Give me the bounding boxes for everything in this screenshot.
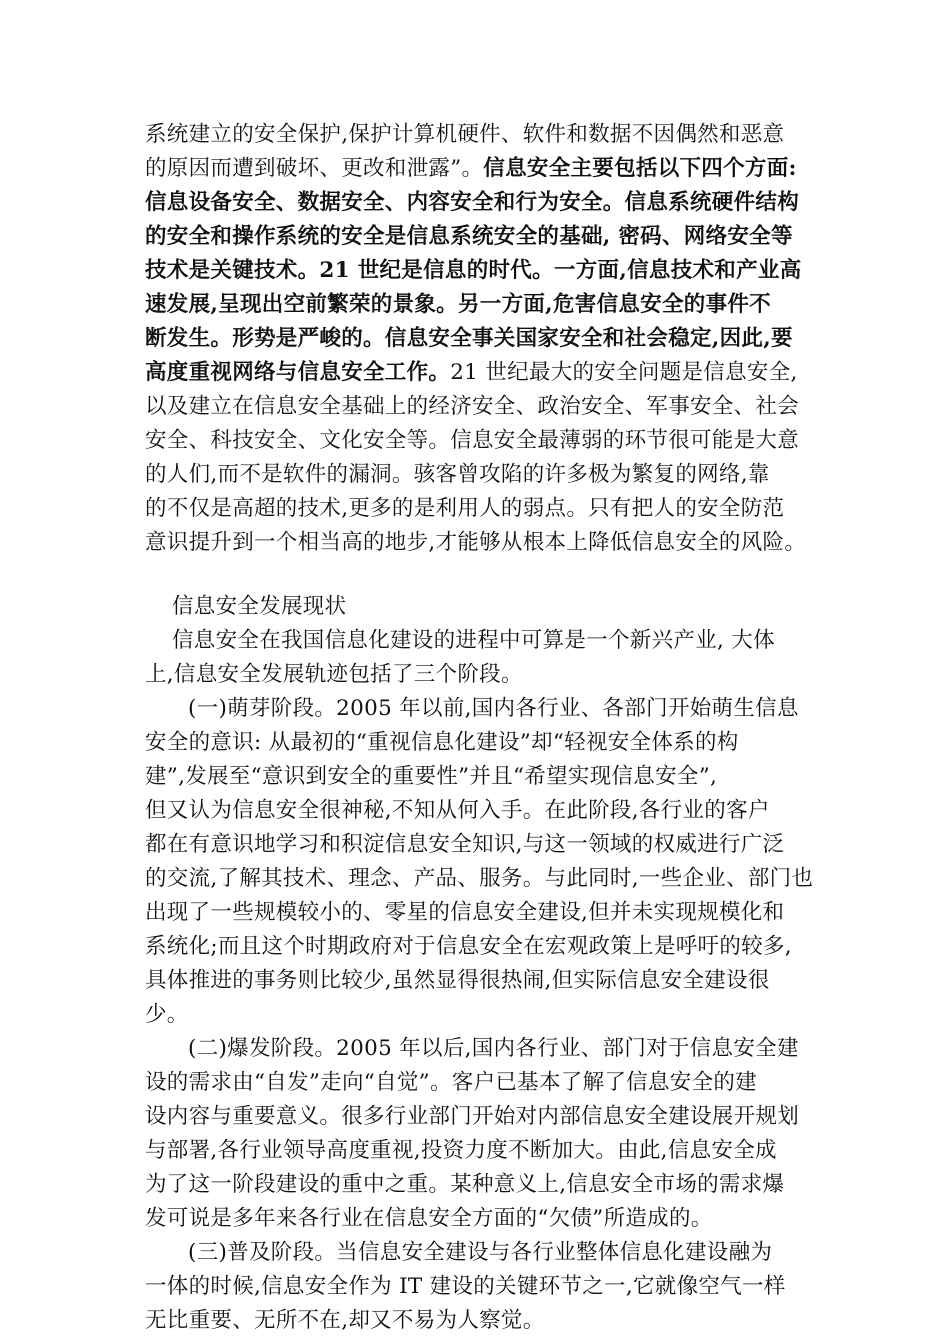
text-line: 设的需求由“自发”走向“自觉”。客户已基本了解了信息安全的建 — [145, 1070, 757, 1095]
text-line: 上,信息安全发展轨迹包括了三个阶段。 — [145, 662, 523, 687]
text-line: 的交流,了解其技术、理念、产品、服务。与此同时,一些企业、部门也 — [145, 866, 814, 891]
text-line: 的不仅是高超的技术,更多的是利用人的弱点。只有把人的安全防范 — [145, 496, 785, 521]
text-line: 以及建立在信息安全基础上的经济安全、政治安全、军事安全、社会 — [145, 394, 800, 419]
text-line: 出现了一些规模较小的、零星的信息安全建设,但并未实现规模化和 — [145, 900, 785, 925]
bold-text-span: 高度重视网络与信息安全工作。 — [145, 360, 451, 385]
bold-text-line: 速发展,呈现出空前繁荣的景象。另一方面,危害信息安全的事件不 — [145, 292, 771, 317]
text-line: 安全、科技安全、文化安全等。信息安全最薄弱的环节很可能是大意 — [145, 428, 800, 453]
paragraph-stage-three — [145, 1236, 810, 1338]
text-line: 发可说是多年来各行业在信息安全方面的“欠债”所造成的。 — [145, 1206, 713, 1231]
bold-text-span: 信息安全主要包括以下四个方面: — [483, 156, 797, 181]
text-line: 都在有意识地学习和积淀信息安全知识,与这一领域的权威进行广泛 — [145, 832, 785, 857]
text-line: 建”,发展至“意识到安全的重要性”并且“希望实现信息安全”, — [145, 764, 718, 789]
text-line: 设内容与重要意义。很多行业部门开始对内部信息安全建设展开规划 — [145, 1104, 800, 1129]
paragraph-stage-two — [145, 1032, 810, 1236]
text-span: 21 世纪最大的安全问题是信息安全, — [450, 360, 798, 385]
text-line — [145, 152, 810, 186]
text-line: 安全的意识: 从最初的“重视信息化建设”却“轻视安全体系的构 — [145, 730, 739, 755]
text-line: 具体推进的事务则比较少,虽然显得很热闹,但实际信息安全建设很 — [145, 968, 770, 993]
bold-text-line: 断发生。形势是严峻的。信息安全事关国家安全和社会稳定,因此,要 — [145, 326, 793, 351]
text-line: 系统建立的安全保护,保护计算机硬件、软件和数据不因偶然和恶意 — [145, 122, 785, 147]
text-line: 意识提升到一个相当高的地步,才能够从根本上降低信息安全的风险。 — [145, 530, 807, 555]
text-line: 少。 — [145, 1002, 189, 1027]
bold-text-line: 信息设备安全、数据安全、内容安全和行为安全。信息系统硬件结构 — [145, 190, 800, 215]
paragraph-stage-one — [145, 692, 814, 1032]
section-heading: 信息安全发展现状 — [172, 594, 347, 619]
bold-text-line: 的安全和操作系统的安全是信息系统安全的基础, 密码、网络安全等 — [145, 224, 793, 249]
text-line: (三)普及阶段。当信息安全建设与各行业整体信息化建设融为 — [188, 1240, 773, 1265]
text-line: (一)萌芽阶段。2005 年以前,国内各行业、各部门开始萌生信息 — [188, 696, 799, 721]
text-line: 无比重要、无所不在,却又不易为人察觉。 — [145, 1308, 545, 1333]
text-line: 系统化;而且这个时期政府对于信息安全在宏观政策上是呼吁的较多, — [145, 934, 792, 959]
text-line: 与部署,各行业领导高度重视,投资力度不断加大。由此,信息安全成 — [145, 1138, 777, 1163]
text-span: 的原因而遭到破坏、更改和泄露”。 — [145, 156, 484, 181]
paragraph-overview — [145, 624, 810, 692]
text-line: 的人们,而不是软件的漏洞。骇客曾攻陷的许多极为繁复的网络,靠 — [145, 462, 770, 487]
document-page — [145, 118, 814, 1338]
text-line — [145, 356, 810, 390]
text-line: 信息安全在我国信息化建设的进程中可算是一个新兴产业, 大体 — [172, 628, 775, 653]
paragraph-gap — [145, 560, 810, 590]
text-line: (二)爆发阶段。2005 年以后,国内各行业、部门对于信息安全建 — [188, 1036, 799, 1061]
text-line: 但又认为信息安全很神秘,不知从何入手。在此阶段,各行业的客户 — [145, 798, 770, 823]
text-line: 为了这一阶段建设的重中之重。某种意义上,信息安全市场的需求爆 — [145, 1172, 785, 1197]
text-line: 一体的时候,信息安全作为 IT 建设的关键环节之一,它就像空气一样 — [145, 1274, 786, 1299]
paragraph-intro — [145, 118, 810, 560]
bold-text-line: 技术是关键技术。21 世纪是信息的时代。一方面,信息技术和产业高 — [145, 258, 802, 283]
